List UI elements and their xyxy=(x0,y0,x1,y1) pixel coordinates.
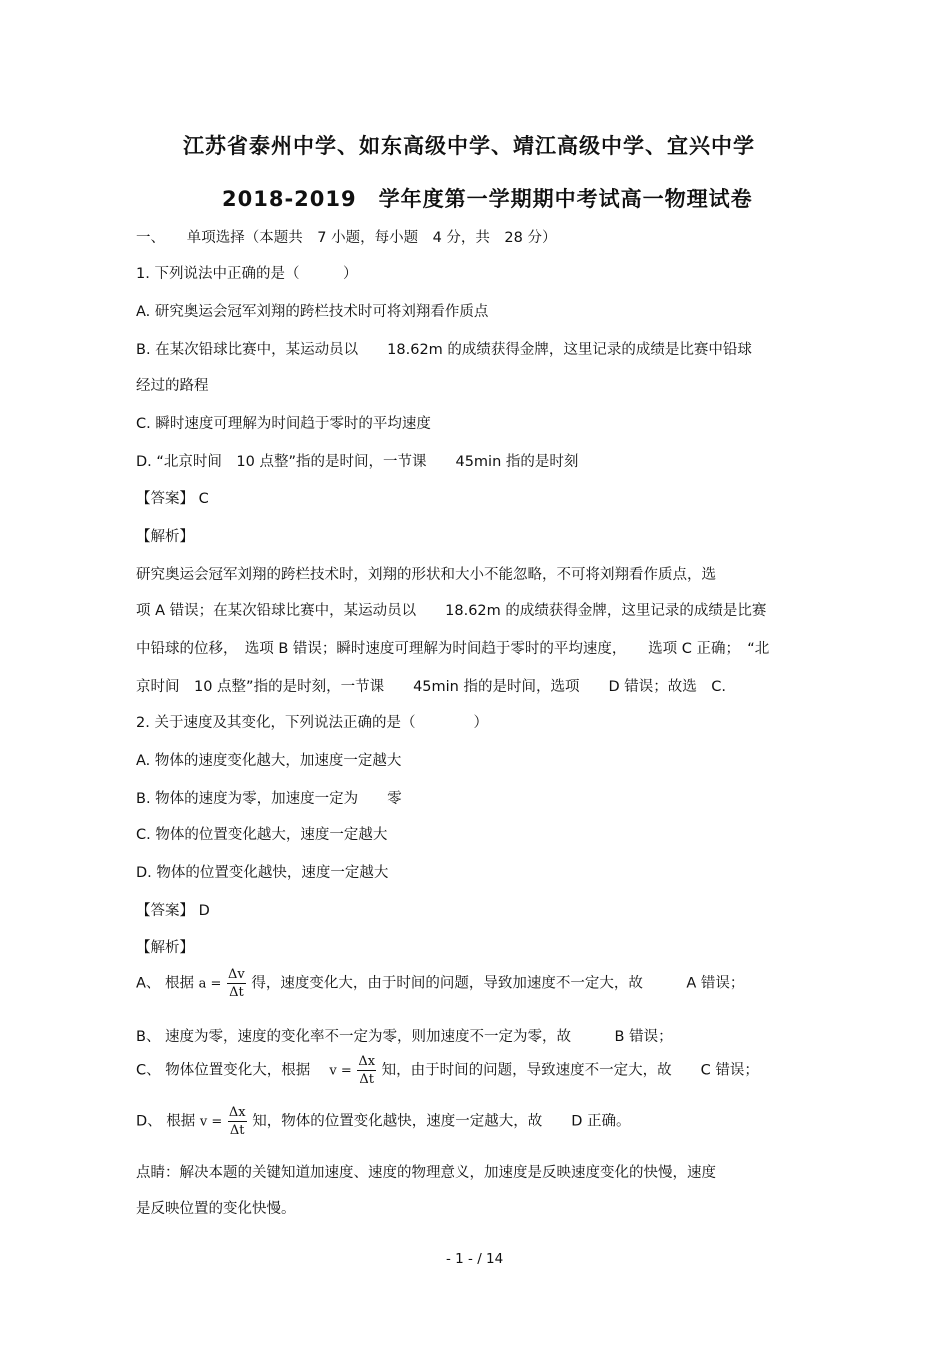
fraction-denominator: Δt xyxy=(359,1072,374,1087)
q1-option-c: C. 瞬时速度可理解为时间趋于零时的平均速度 xyxy=(136,416,431,432)
q1-answer: 【答案】 C xyxy=(136,491,209,507)
q2-analysis-d xyxy=(136,1104,631,1139)
fraction-dx-dt xyxy=(357,1053,376,1088)
fraction-numerator: Δv xyxy=(228,967,245,982)
q1-analysis-line-1: 研究奥运会冠军刘翔的跨栏技术时，刘翔的形状和大小不能忽略，不可将刘翔看作质点，选 xyxy=(136,567,716,583)
q1-option-b: B. 在某次铅球比赛中，某运动员以 18.62m 的成绩获得金牌，这里记录的成绩是比赛中铅球 xyxy=(136,342,752,358)
q2-analysis-a-suffix: 得，速度变化大，由于时间的问题，导致加速度不一定大，故 A 错误； xyxy=(251,975,745,992)
q2-analysis-a xyxy=(136,966,744,1001)
fraction-numerator: Δx xyxy=(228,1105,246,1120)
q2-option-a: A. 物体的速度变化越大，加速度一定越大 xyxy=(136,753,402,769)
title-line-2: 2018-2019 学年度第一学期期中考试高一物理试卷 xyxy=(222,187,753,211)
q1-analysis-line-2: 项 A 错误；在某次铅球比赛中，某运动员以 18.62m 的成绩获得金牌，这里记录的成绩是比赛 xyxy=(136,603,767,619)
q1-analysis-line-4: 京时间 10 点整”指的是时刻，一节课 45min 指的是时间，选项 D 错误；故选 C. xyxy=(136,679,726,695)
q2-analysis-d-suffix: 知，物体的位置变化越快，速度一定越大，故 D 正确。 xyxy=(252,1113,631,1130)
q2-answer: 【答案】 D xyxy=(136,903,210,919)
formula-lhs: v = xyxy=(199,1114,223,1130)
q1-option-a: A. 研究奥运会冠军刘翔的跨栏技术时可将刘翔看作质点 xyxy=(136,304,489,320)
q2-option-d: D. 物体的位置变化越快，速度一定越大 xyxy=(136,865,389,881)
q2-comment-line-1: 点睛：解决本题的关键知道加速度、速度的物理意义，加速度是反映速度变化的快慢，速度 xyxy=(136,1165,716,1181)
q2-analysis-b: B、 速度为零，速度的变化率不一定为零，则加速度不一定为零，故 B 错误； xyxy=(136,1029,673,1045)
q2-analysis-c-prefix: C、 物体位置变化大，根据 xyxy=(136,1062,325,1079)
q2-option-b: B. 物体的速度为零，加速度一定为 零 xyxy=(136,791,402,807)
formula-lhs: v = xyxy=(329,1063,352,1079)
q2-analysis-label: 【解析】 xyxy=(136,940,194,956)
fraction-numerator: Δx xyxy=(358,1054,376,1069)
q1-option-d: D. “北京时间 10 点整”指的是时间，一节课 45min 指的是时刻 xyxy=(136,454,579,470)
fraction-denominator: Δt xyxy=(229,985,244,1000)
q2-analysis-a-prefix: A、 根据 xyxy=(136,975,195,992)
formula-lhs: a = xyxy=(198,976,222,992)
q1-option-b-cont: 经过的路程 xyxy=(136,378,209,394)
fraction-dv-dt xyxy=(227,966,246,1001)
title-line-1: 江苏省泰州中学、如东高级中学、靖江高级中学、宜兴中学 xyxy=(183,134,755,158)
q2-analysis-c xyxy=(136,1053,759,1088)
q1-analysis-line-3: 中铅球的位移， 选项 B 错误；瞬时速度可理解为时间趋于零时的平均速度， 选项 C 正确； “北 xyxy=(136,641,770,657)
q1-stem: 1. 下列说法中正确的是（ ） xyxy=(136,266,358,282)
q2-option-c: C. 物体的位置变化越大，速度一定越大 xyxy=(136,827,388,843)
q2-comment-line-2: 是反映位置的变化快慢。 xyxy=(136,1201,296,1217)
fraction-denominator: Δt xyxy=(229,1123,245,1138)
section-heading: 一、 单项选择（本题共 7 小题，每小题 4 分，共 28 分） xyxy=(136,230,557,246)
page-number: - 1 - / 14 xyxy=(446,1251,504,1267)
q2-stem: 2. 关于速度及其变化，下列说法正确的是（ ） xyxy=(136,715,488,731)
q2-analysis-c-suffix: 知，由于时间的问题，导致速度不一定大，故 C 错误； xyxy=(381,1062,759,1079)
fraction-dx-dt xyxy=(228,1104,247,1139)
q1-analysis-label: 【解析】 xyxy=(136,529,194,545)
q2-analysis-d-prefix: D、 根据 xyxy=(136,1113,196,1130)
